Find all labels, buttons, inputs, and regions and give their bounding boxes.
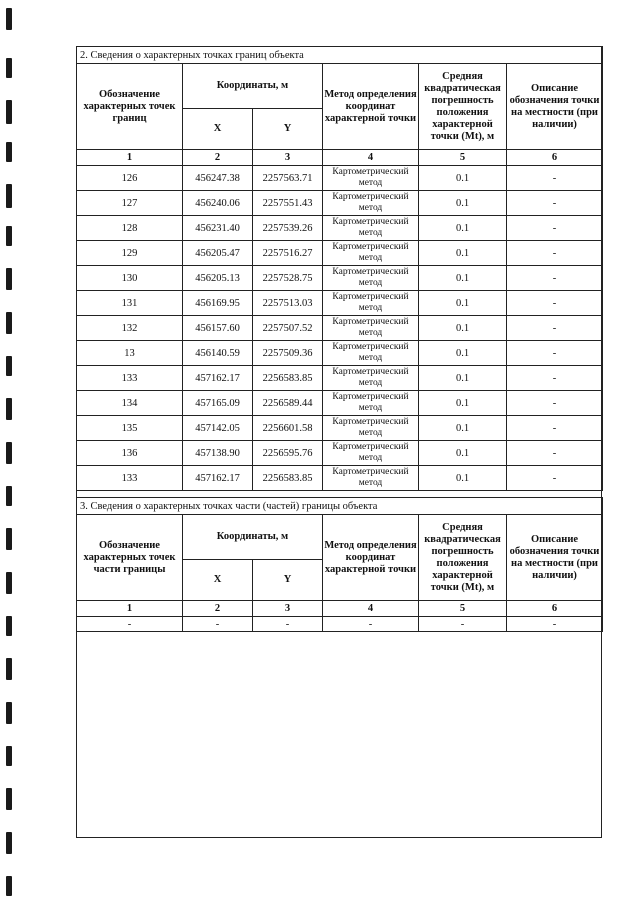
description: -	[507, 291, 603, 316]
coord-y: 2257507.52	[253, 316, 323, 341]
description: -	[507, 466, 603, 491]
error-mt: 0.1	[419, 266, 507, 291]
description: -	[507, 216, 603, 241]
error-mt: 0.1	[419, 191, 507, 216]
coord-y: 2256601.58	[253, 416, 323, 441]
col-number: 4	[323, 601, 419, 617]
coord-y: 2256595.76	[253, 441, 323, 466]
method: Картометрический метод	[323, 241, 419, 266]
coord-x: 457162.17	[183, 366, 253, 391]
method: Картометрический метод	[323, 316, 419, 341]
description: -	[507, 416, 603, 441]
description: -	[507, 617, 603, 632]
col-number: 4	[323, 150, 419, 166]
coord-y: 2257539.26	[253, 216, 323, 241]
col-number: 1	[77, 601, 183, 617]
description: -	[507, 266, 603, 291]
col-number: 2	[183, 150, 253, 166]
table-row	[77, 391, 603, 416]
table-row	[77, 316, 603, 341]
point-id: 127	[77, 191, 183, 216]
coord-y: 2257563.71	[253, 166, 323, 191]
point-id: 126	[77, 166, 183, 191]
description: -	[507, 441, 603, 466]
header-designation: Обозначение характерных точек границ	[77, 64, 183, 150]
point-id: 129	[77, 241, 183, 266]
col-number: 3	[253, 150, 323, 166]
table-row	[77, 341, 603, 366]
coord-x: 456231.40	[183, 216, 253, 241]
coord-x: 456205.13	[183, 266, 253, 291]
coord-x: 456205.47	[183, 241, 253, 266]
method: Картометрический метод	[323, 191, 419, 216]
section2-title: 2. Сведения о характерных точках границ объекта	[77, 47, 603, 64]
table-row	[77, 466, 603, 491]
coord-y: 2257551.43	[253, 191, 323, 216]
point-id: 135	[77, 416, 183, 441]
coord-y: 2257528.75	[253, 266, 323, 291]
coord-y: -	[253, 617, 323, 632]
point-id: 133	[77, 466, 183, 491]
coord-x: 456140.59	[183, 341, 253, 366]
method: Картометрический метод	[323, 266, 419, 291]
error-mt: 0.1	[419, 166, 507, 191]
header-x: X	[183, 560, 253, 601]
coord-x: 457142.05	[183, 416, 253, 441]
coord-x: 456240.06	[183, 191, 253, 216]
header-method: Метод определения координат характерной точки	[323, 64, 419, 150]
table-row	[77, 166, 603, 191]
method: Картометрический метод	[323, 466, 419, 491]
error-mt: 0.1	[419, 216, 507, 241]
table-row	[77, 291, 603, 316]
header-coords: Координаты, м	[183, 64, 323, 109]
header-description: Описание обозначения точки на местности (при наличии)	[507, 515, 603, 601]
method: Картометрический метод	[323, 391, 419, 416]
table-row	[77, 441, 603, 466]
error-mt: 0.1	[419, 291, 507, 316]
coord-y: 2256589.44	[253, 391, 323, 416]
coord-y: 2256583.85	[253, 366, 323, 391]
point-id: 133	[77, 366, 183, 391]
coord-x: 457138.90	[183, 441, 253, 466]
method: Картометрический метод	[323, 341, 419, 366]
point-id: 136	[77, 441, 183, 466]
table-row	[77, 617, 603, 632]
section2-table	[76, 46, 603, 491]
description: -	[507, 366, 603, 391]
description: -	[507, 391, 603, 416]
method: -	[323, 617, 419, 632]
coord-x: 456169.95	[183, 291, 253, 316]
coord-x: -	[183, 617, 253, 632]
error-mt: 0.1	[419, 466, 507, 491]
point-id: 130	[77, 266, 183, 291]
column-numbers-row	[77, 150, 603, 166]
description: -	[507, 316, 603, 341]
header-designation: Обозначение характерных точек части границы	[77, 515, 183, 601]
section3-table	[76, 497, 603, 632]
col-number: 5	[419, 601, 507, 617]
coord-x: 457162.17	[183, 466, 253, 491]
col-number: 1	[77, 150, 183, 166]
error-mt: 0.1	[419, 441, 507, 466]
header-y: Y	[253, 109, 323, 150]
column-numbers-row	[77, 601, 603, 617]
col-number: 6	[507, 601, 603, 617]
coord-y: 2257509.36	[253, 341, 323, 366]
method: Картометрический метод	[323, 416, 419, 441]
table-row	[77, 191, 603, 216]
header-x: X	[183, 109, 253, 150]
table-row	[77, 416, 603, 441]
point-id: 134	[77, 391, 183, 416]
method: Картометрический метод	[323, 291, 419, 316]
col-number: 6	[507, 150, 603, 166]
header-error: Средняя квадратическая погрешность положения характерной точки (Mt), м	[419, 515, 507, 601]
point-id: 131	[77, 291, 183, 316]
binding-strip	[0, 0, 16, 905]
table-row	[77, 266, 603, 291]
table-row	[77, 216, 603, 241]
error-mt: 0.1	[419, 391, 507, 416]
error-mt: 0.1	[419, 341, 507, 366]
col-number: 3	[253, 601, 323, 617]
error-mt: 0.1	[419, 366, 507, 391]
header-method: Метод определения координат характерной точки	[323, 515, 419, 601]
method: Картометрический метод	[323, 441, 419, 466]
description: -	[507, 166, 603, 191]
error-mt: 0.1	[419, 241, 507, 266]
description: -	[507, 191, 603, 216]
coord-y: 2257513.03	[253, 291, 323, 316]
header-coords: Координаты, м	[183, 515, 323, 560]
coord-x: 456157.60	[183, 316, 253, 341]
section3-title: 3. Сведения о характерных точках части (частей) границы объекта	[77, 498, 603, 515]
method: Картометрический метод	[323, 366, 419, 391]
error-mt: -	[419, 617, 507, 632]
coord-y: 2256583.85	[253, 466, 323, 491]
header-error: Средняя квадратическая погрешность положения характерной точки (Mt), м	[419, 64, 507, 150]
table-row	[77, 241, 603, 266]
point-id: 132	[77, 316, 183, 341]
coord-y: 2257516.27	[253, 241, 323, 266]
point-id: -	[77, 617, 183, 632]
description: -	[507, 341, 603, 366]
coord-x: 456247.38	[183, 166, 253, 191]
header-description: Описание обозначения точки на местности (при наличии)	[507, 64, 603, 150]
coord-x: 457165.09	[183, 391, 253, 416]
error-mt: 0.1	[419, 416, 507, 441]
col-number: 5	[419, 150, 507, 166]
header-y: Y	[253, 560, 323, 601]
method: Картометрический метод	[323, 166, 419, 191]
point-id: 128	[77, 216, 183, 241]
point-id: 13	[77, 341, 183, 366]
method: Картометрический метод	[323, 216, 419, 241]
col-number: 2	[183, 601, 253, 617]
error-mt: 0.1	[419, 316, 507, 341]
table-row	[77, 366, 603, 391]
description: -	[507, 241, 603, 266]
